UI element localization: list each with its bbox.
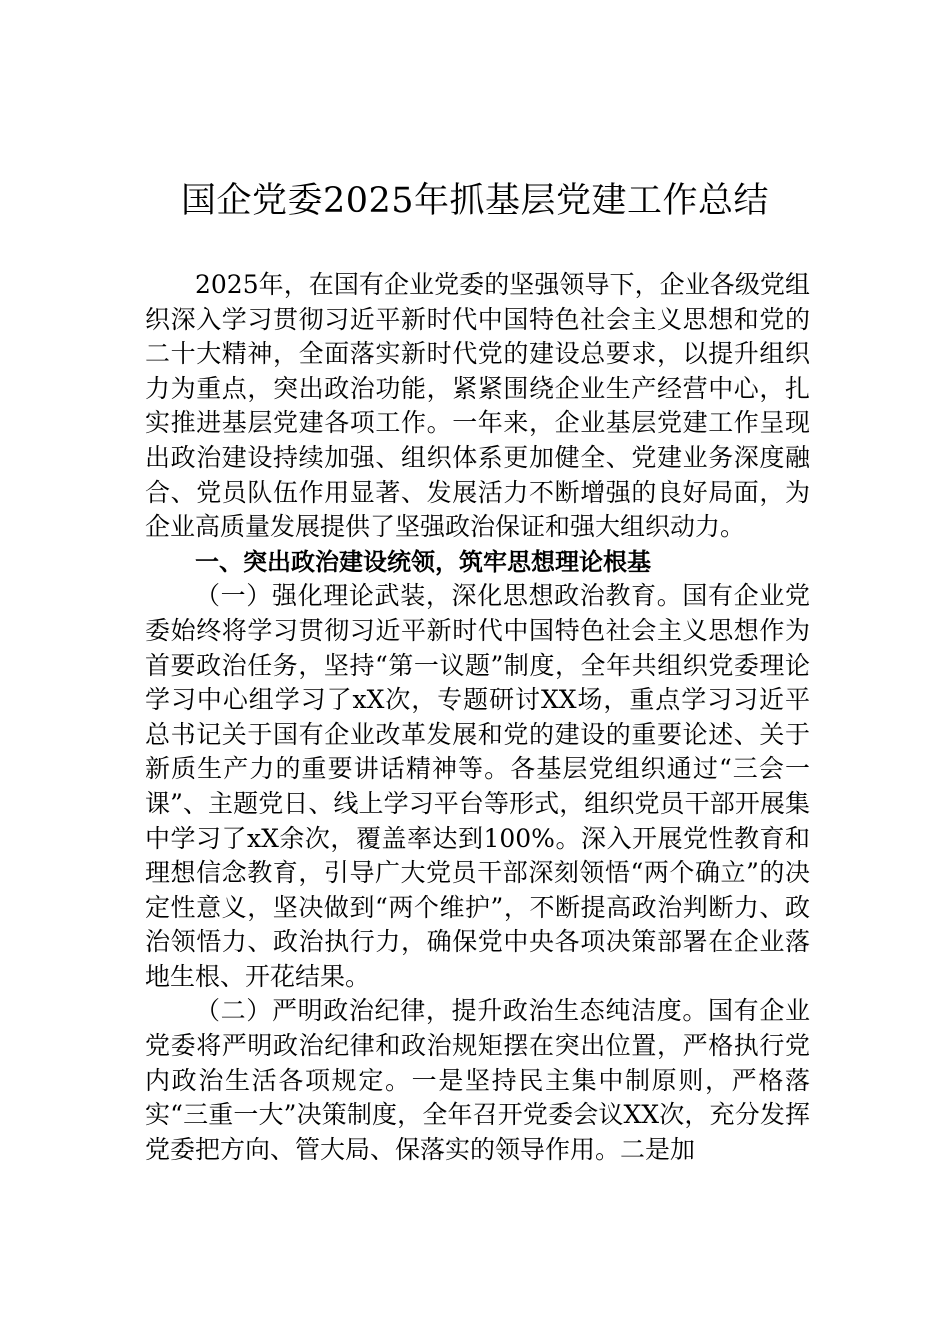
section-1-subsection-2: （二）严明政治纪律，提升政治生态纯洁度。国有企业党委将严明政治纪律和政治规矩摆在突出位置，严格执行党内政治生活各项规定。一是坚持民主集中制原则，严格落实“三重一大”决策制度，全年召开党委会议XX次，充分发挥党委把方向、管大局、保落实的领导作用。二是加 [145, 996, 810, 1164]
document-body [145, 268, 810, 1167]
section-1-heading: 一、突出政治建设统领，筑牢思想理论根基 [195, 547, 651, 576]
document-title: 国企党委2025年抓基层党建工作总结 [180, 181, 770, 221]
section-1-subsection-1: （一）强化理论武装，深化思想政治教育。国有企业党委始终将学习贯彻习近平新时代中国特色社会主义思想作为首要政治任务，坚持“第一议题”制度，全年共组织党委理论学习中心组学习了xX次，专题研讨XX场，重点学习习近平总书记关于国有企业改革发展和党的建设的重要论述、关于新质生产力的重要讲话精神等。各基层党组织通过“三会一课”、主题党日、线上学习平台等形式，组织党员干部开展集中学习了xX余次，覆盖率达到100%。深入开展党性教育和理想信念教育，引导广大党员干部深刻领悟“两个确立”的决定性意义，坚决做到“两个维护”，不断提高政治判断力、政治领悟力、政治执行力，确保党中央各项决策部署在企业落地生根、开花结果。 [145, 581, 810, 991]
intro-paragraph: 2025年，在国有企业党委的坚强领导下，企业各级党组织深入学习贯彻习近平新时代中国特色社会主义思想和党的二十大精神，全面落实新时代党的建设总要求，以提升组织力为重点，突出政治功能，紧紧围绕企业生产经营中心，扎实推进基层党建各项工作。一年来，企业基层党建工作呈现出政治建设持续加强、组织体系更加健全、党建业务深度融合、党员队伍作用显著、发展活力不断增强的良好局面，为企业高质量发展提供了坚强政治保证和强大组织动力。 [145, 270, 810, 542]
